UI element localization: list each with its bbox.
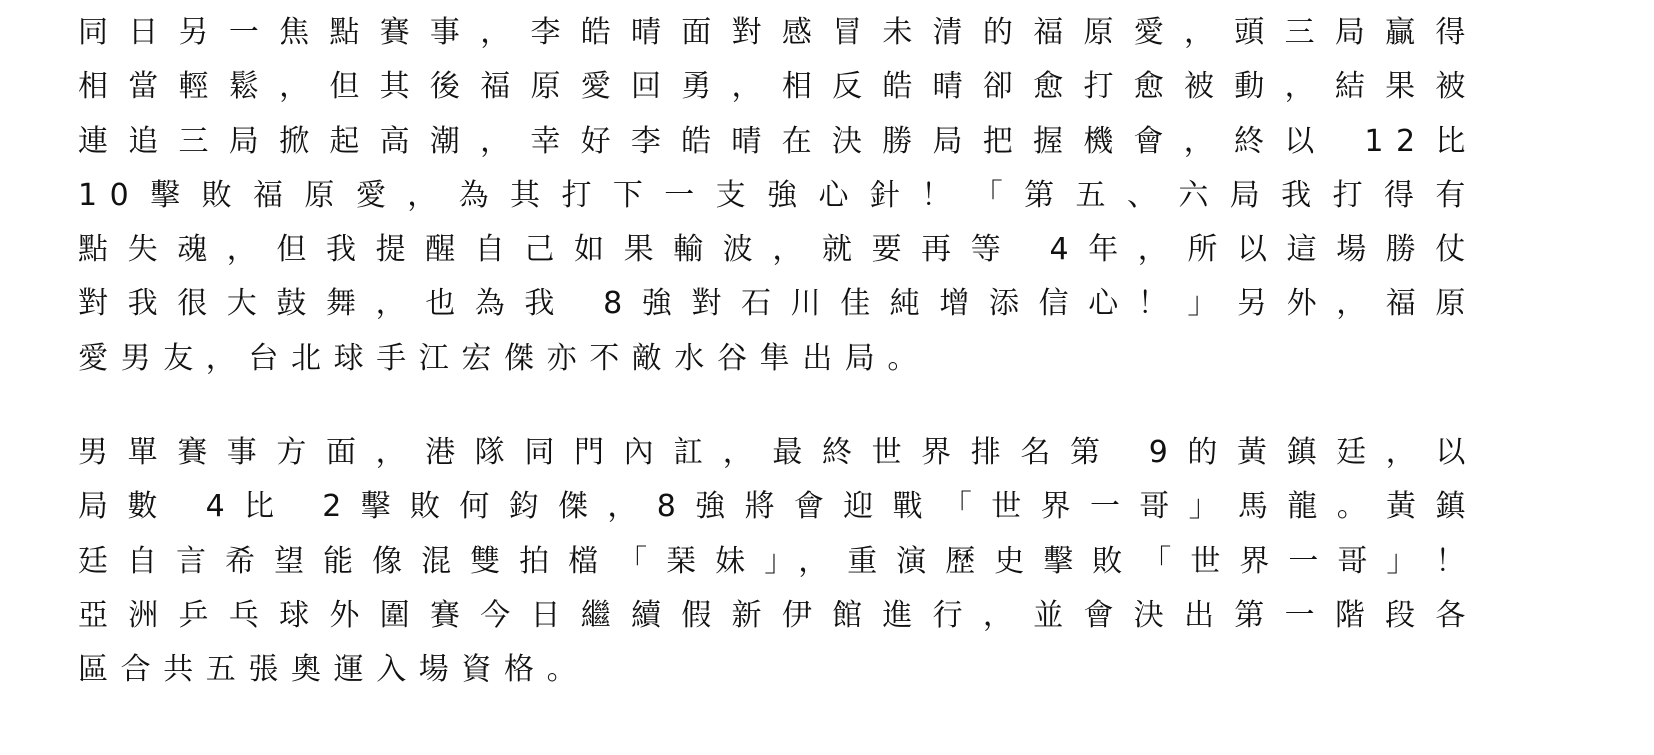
article-body	[78, 6, 1478, 698]
text-line: 對我很大鼓舞，也為我 8強對石川佳純增添信心！」另外，福原	[78, 286, 1478, 322]
text-line: 亞洲乒乓球外圍賽今日繼續假新伊館進行，並會決出第一階段各	[78, 597, 1478, 633]
text-line: 愛男友，台北球手江宏傑亦不敵水谷隼出局。	[78, 340, 930, 376]
paragraph-2	[78, 426, 1478, 697]
text-line: 局數 4比 2擊敗何鈞傑，8強將會迎戰「世界一哥」馬龍。黃鎮	[78, 489, 1478, 525]
text-line: 廷自言希望能像混雙拍檔「琹妹」，重演歷史擊敗「世界一哥」！	[78, 543, 1478, 579]
text-line: 10擊敗福原愛，為其打下一支強心針！「第五、六局我打得有	[78, 177, 1478, 213]
text-line: 相當輕鬆，但其後福原愛回勇，相反皓晴卻愈打愈被動，結果被	[78, 69, 1478, 105]
text-line: 同日另一焦點賽事，李皓晴面對感冒未清的福原愛，頭三局贏得	[78, 15, 1478, 50]
text-line: 男單賽事方面，港隊同門內訌，最終世界排名第 9的黃鎮廷，以	[78, 435, 1478, 471]
text-line: 連追三局掀起高潮，幸好李皓晴在決勝局把握機會，終以 12比	[78, 123, 1478, 159]
paragraph-spacer	[78, 386, 1478, 426]
paragraph-1	[78, 6, 1478, 386]
text-line: 點失魂，但我提醒自己如果輸波，就要再等 4年，所以這場勝仗	[78, 232, 1478, 268]
text-line: 區合共五張奧運入場資格。	[78, 652, 590, 688]
